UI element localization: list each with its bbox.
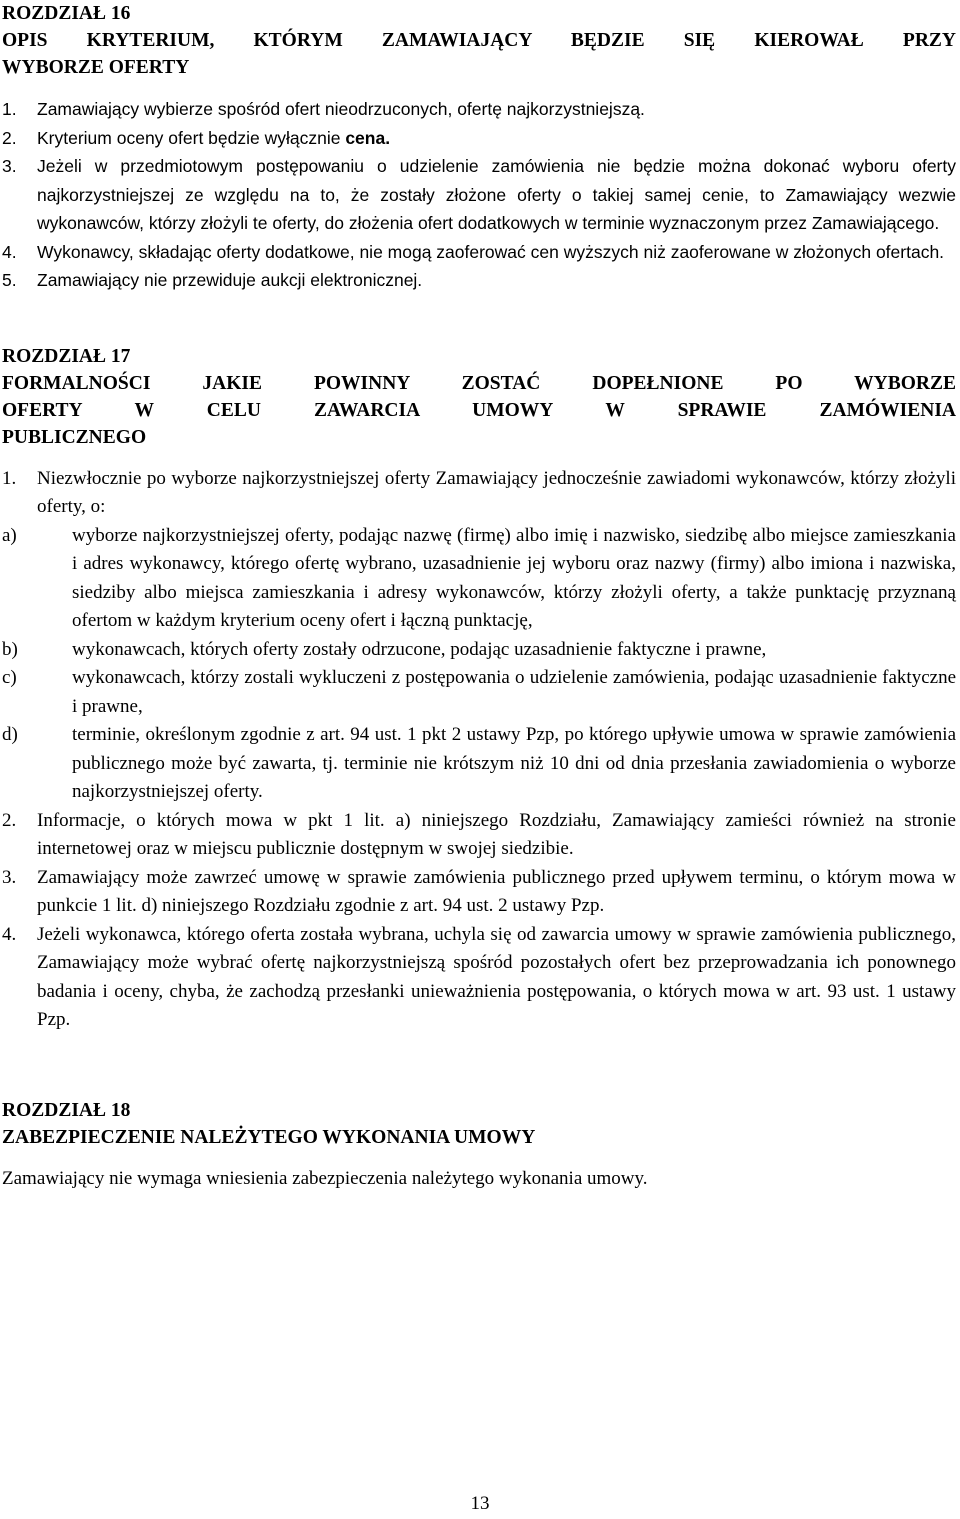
list-item — [2, 152, 956, 238]
item-number: 4. — [2, 241, 17, 262]
sub-item-text: wykonawcach, których oferty zostały odrzucone, podając uzasadnienie faktyczne i prawne, — [72, 638, 767, 660]
sub-item-text: terminie, określonym zgodnie z art. 94 ust. 1 pkt 2 ustawy Pzp, po którego upływie umowa w sprawie zamówienia publicznego może być zawarta, tj. terminie nie krótszym niż 10 dni od dnia przesłania zawiadomienia o wyborze najkorzystniejszej oferty. — [72, 724, 956, 802]
document-page — [2, 0, 956, 1193]
list-item — [2, 807, 956, 864]
item-number: 2. — [2, 127, 17, 148]
sub-item — [2, 721, 956, 807]
item-text: Jeżeli w przedmiotowym postępowaniu o udzielenie zamówienia nie będzie można dokonać wyboru oferty najkorzystniejszej ze względu na to, że zostały złożone oferty o takiej samej cenie, to Zamawiający wezwie wykonawców, którzy złożyli te oferty, do złożenia ofert dodatkowych w terminie wyznaczonym przez Zamawiającego. — [37, 156, 956, 233]
sub-item — [2, 664, 956, 721]
sub-item-label: d) — [2, 724, 18, 745]
item-text: Jeżeli wykonawca, którego oferta została wybrana, uchyla się od zawarcia umowy w sprawie zamówienia publicznego, Zamawiający może wybrać ofertę najkorzystniejszą spośród pozostałych ofert bez przeprowadzania ich ponownego badania i oceny, chyba, że zachodzą przesłanki unieważnienia postępowania, o których mowa w art. 93 ust. 1 ustawy Pzp. — [37, 923, 956, 1030]
chapter-17-heading-line2: OFERTY W CELU ZAWARCIA UMOWY W SPRAWIE ZAMÓWIENIA — [2, 399, 956, 421]
item-number: 4. — [2, 923, 17, 945]
chapter-16-list — [2, 95, 956, 295]
sub-item — [2, 522, 956, 636]
sub-item-label: a) — [2, 524, 17, 546]
item-number: 1. — [2, 467, 17, 489]
list-item — [2, 238, 956, 267]
sub-item-text: wyborze najkorzystniejszej oferty, podając nazwę (firmę) albo imię i nazwisko, siedzibę albo miejsce zamieszkania i adres wykonawcy, którego ofertę wybrano, uzasadnienie jej wyboru oraz nazwy (firmy) albo imiona i nazwiska, siedziby albo miejsca zamieszkania i adresy wykonawców, którzy złożyli oferty, a także punktację przyznaną ofertom w każdym kryterium oceny ofert i łączną punktację, — [72, 524, 956, 631]
chapter-16-heading-line2: WYBORZE OFERTY — [2, 57, 190, 78]
chapter-18-heading — [2, 1097, 956, 1151]
chapter-17-heading-line3: PUBLICZNEGO — [2, 426, 147, 448]
item-number: 3. — [2, 156, 17, 176]
chapter-17-heading-line1: FORMALNOŚCI JAKIE POWINNY ZOSTAĆ DOPEŁNIONE PO WYBORZE — [2, 372, 956, 394]
sub-item-label: c) — [2, 667, 17, 688]
chapter-16-heading-line1: OPIS KRYTERIUM, KTÓRYM ZAMAWIAJĄCY BĘDZIE SIĘ KIEROWAŁ PRZY — [2, 30, 956, 51]
chapter-16-heading — [2, 0, 956, 81]
item-text: Niezwłocznie po wyborze najkorzystniejszej oferty Zamawiający jednocześnie zawiadomi wykonawców, którzy złożyli oferty, o: — [37, 467, 956, 517]
page-number: 13 — [470, 1493, 490, 1514]
item-number: 2. — [2, 809, 17, 831]
item-text: Zamawiający może zawrzeć umowę w sprawie zamówienia publicznego przed upływem terminu, o którym mowa w punkcie 1 lit. d) niniejszego Rozdziału zgodnie z art. 94 ust. 2 ustawy Pzp. — [37, 866, 956, 916]
sub-item-label: b) — [2, 638, 18, 660]
chapter-18-paragraph: Zamawiający nie wymaga wniesienia zabezpieczenia należytego wykonania umowy. — [2, 1167, 648, 1189]
chapter-18-heading-line1: ZABEZPIECZENIE NALEŻYTEGO WYKONANIA UMOWY — [2, 1126, 536, 1148]
list-item — [2, 921, 956, 1035]
item-text — [37, 124, 956, 153]
item-number: 3. — [2, 866, 17, 888]
item-text: Informacje, o których mowa w pkt 1 lit. a) niniejszego Rozdziału, Zamawiający zamieści również na stronie internetowej oraz w miejscu publicznie dostępnym w swojej siedzibie. — [37, 809, 956, 859]
item-text: Zamawiający nie przewiduje aukcji elektronicznej. — [37, 270, 423, 290]
chapter-17-title: ROZDZIAŁ 17 — [2, 345, 131, 367]
item-number: 1. — [2, 99, 17, 119]
item-text-plain: Kryterium oceny ofert będzie wyłącznie — [37, 127, 346, 148]
item-text: Wykonawcy, składając oferty dodatkowe, nie mogą zaoferować cen wyższych niż zaoferowane w złożonych ofertach. — [37, 241, 945, 262]
sub-item — [2, 636, 956, 665]
item-text-bold: cena. — [345, 127, 391, 148]
list-item — [2, 266, 956, 295]
item-number: 5. — [2, 270, 17, 290]
chapter-18-title: ROZDZIAŁ 18 — [2, 1099, 131, 1121]
chapter-17-heading — [2, 343, 956, 451]
list-item — [2, 864, 956, 921]
list-item — [2, 124, 956, 153]
chapter-17-list — [2, 465, 956, 1035]
item-text: Zamawiający wybierze spośród ofert nieodrzuconych, ofertę najkorzystniejszą. — [37, 99, 645, 119]
sub-item-text: wykonawcach, którzy zostali wykluczeni z postępowania o udzielenie zamówienia, podając uzasadnienie faktyczne i prawne, — [72, 667, 956, 717]
list-item — [2, 95, 956, 124]
list-item — [2, 465, 956, 522]
chapter-16-title: ROZDZIAŁ 16 — [2, 3, 131, 24]
